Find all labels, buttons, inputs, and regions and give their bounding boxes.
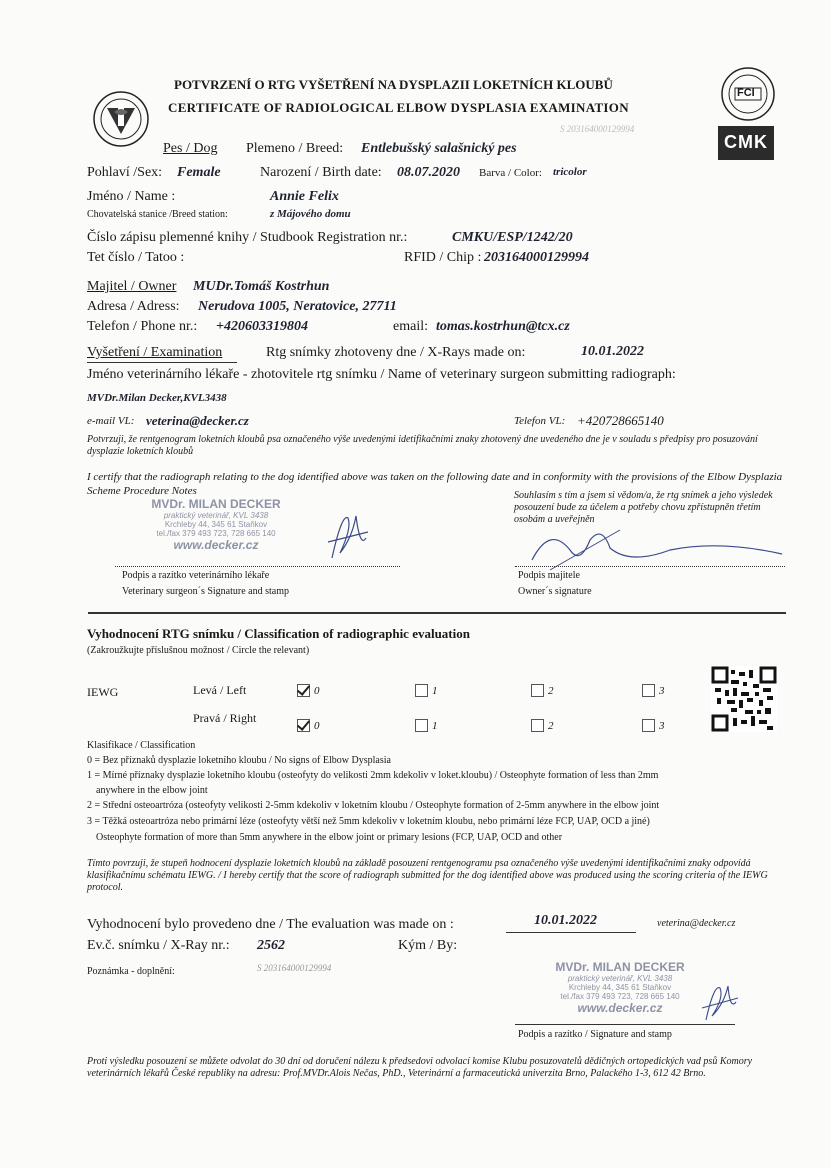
right-option-0-label: 0 xyxy=(314,720,320,732)
legend-title: Klasifikace / Classification xyxy=(87,740,196,751)
consent-text: Souhlasím s tím a jsem si vědom/a, že rtg snímek a jeho výsledek posouzení bude za účelem a potřeby chovu zpřístupněn třetím osobám a uveřejněn xyxy=(514,490,773,525)
birth-value: 08.07.2020 xyxy=(397,165,460,180)
studbook-label: Číslo zápisu plemenné knihy / Studbook Registration nr.: xyxy=(87,230,408,245)
eval-stamp-line3: tel./fax 379 493 723, 728 665 140 xyxy=(560,992,680,1001)
exam-section-label: Vyšetření / Examination xyxy=(87,345,223,360)
right-side-label: Pravá / Right xyxy=(193,711,257,725)
eval-email: veterina@decker.cz xyxy=(657,918,736,929)
eval-stamp-line2: Krchleby 44, 345 61 Staňkov xyxy=(568,983,672,992)
studbook-value: CMKU/ESP/1242/20 xyxy=(452,230,573,245)
dog-section-label: Pes / Dog xyxy=(163,141,218,156)
right-checkbox-3[interactable] xyxy=(642,719,655,732)
eval-stamp-name: MVDr. MILAN DECKER xyxy=(555,960,685,974)
classification-title: Vyhodnocení RTG snímku / Classification of radiographic evaluation xyxy=(87,626,470,641)
sex-value: Female xyxy=(177,165,221,180)
title-en: CERTIFICATE OF RADIOLOGICAL ELBOW DYSPLASIA EXAMINATION xyxy=(168,100,629,115)
station-value: z Májového domu xyxy=(270,208,351,220)
legend-1b: anywhere in the elbow joint xyxy=(96,785,208,796)
color-value: tricolor xyxy=(553,166,587,178)
left-option-2[interactable] xyxy=(531,681,554,699)
right-option-1[interactable] xyxy=(415,716,438,734)
eval-sig-label: Podpis a razítko / Signature and stamp xyxy=(518,1029,672,1040)
color-label: Barva / Color: xyxy=(479,167,542,179)
vet-signature xyxy=(322,508,372,568)
owner-section-label: Majitel / Owner xyxy=(87,279,177,294)
right-option-2-label: 2 xyxy=(548,720,554,732)
left-option-3[interactable] xyxy=(642,681,665,699)
qr-code xyxy=(711,666,777,732)
vet-email-label: e-mail VL: xyxy=(87,415,135,427)
left-checkbox-2[interactable] xyxy=(531,684,544,697)
fci-logo xyxy=(720,66,776,122)
tattoo-label: Tet číslo / Tatoo : xyxy=(87,250,185,265)
stamp-web: www.decker.cz xyxy=(173,538,259,552)
vet-stamp xyxy=(116,497,316,552)
xray-nr-label: Ev.č. snímku / X-Ray nr.: xyxy=(87,938,230,953)
note-value: S 203164000129994 xyxy=(257,963,332,973)
kvl-logo xyxy=(92,90,150,148)
owner-name: MUDr.Tomáš Kostrhun xyxy=(193,279,330,294)
stamp-line1: praktický veterinář, KVL 3438 xyxy=(163,511,269,520)
left-option-2-label: 2 xyxy=(548,685,554,697)
left-option-0-label: 0 xyxy=(314,685,320,697)
eval-stamp-web: www.decker.cz xyxy=(577,1001,663,1015)
address-label: Adresa / Adress: xyxy=(87,299,180,314)
by-label: Kým / By: xyxy=(398,938,458,953)
sex-label: Pohlaví /Sex: xyxy=(87,165,163,180)
appeal-footer: Proti výsledku posouzení se můžete odvolat do 30 dní od doručení nálezu k předsedovi odvolací komise Klubu posuzovatelů dědičných ortopedických vad psů Komory veterinárních lékařů České republiky na adresu: Prof.MVDr.Alois Nečas, PhD., Veterinární a farmaceutická univerzita Brno, Palackého 1-3, 612 42 Brno. xyxy=(87,1056,753,1079)
eval-stamp-line1: praktický veterinář, KVL 3438 xyxy=(567,974,673,983)
vet-sig-label-cz: Podpis a razítko veterinárního lékaře xyxy=(122,570,270,581)
right-checkbox-0[interactable] xyxy=(297,719,310,732)
chip-label: RFID / Chip : xyxy=(404,250,482,265)
station-label: Chovatelská stanice /Breed station: xyxy=(87,209,228,220)
right-option-0[interactable] xyxy=(297,716,320,734)
legend-3: 3 = Těžká osteoartróza nebo primární léze (osteofyty větší než 5mm kdekoliv v loketním kloubu, nebo primární léze FCP, UAP, OCD a jiné) xyxy=(87,816,650,827)
vet-phone-value: +420728665140 xyxy=(577,413,664,428)
breed-label: Plemeno / Breed: xyxy=(246,141,344,156)
legend-3b: Osteophyte formation of more than 5mm anywhere in the elbow joint or primary lesions (FCP, UAP, OCD and other xyxy=(96,832,563,843)
vet-sig-label-en: Veterinary surgeon´s Signature and stamp xyxy=(122,586,289,597)
left-option-3-label: 3 xyxy=(659,685,665,697)
title-cz: POTVRZENÍ O RTG VYŠETŘENÍ NA DYSPLAZII LOKETNÍCH KLOUBŮ xyxy=(174,77,613,92)
faint-chip-note: S 203164000129994 xyxy=(560,124,635,134)
left-checkbox-0[interactable] xyxy=(297,684,310,697)
note-label: Poznámka - doplnění: xyxy=(87,966,175,977)
cmk-logo xyxy=(718,126,774,160)
left-option-0[interactable] xyxy=(297,681,320,699)
eval-date-value: 10.01.2022 xyxy=(534,913,597,928)
stamp-line3: tel./fax 379 493 723, 728 665 140 xyxy=(156,529,276,538)
address-value: Nerudova 1005, Neratovice, 27711 xyxy=(198,299,397,314)
classification-subtitle: (Zakroužkujte příslušnou možnost / Circle the relevant) xyxy=(87,645,310,656)
left-checkbox-1[interactable] xyxy=(415,684,428,697)
stamp-line2: Krchleby 44, 345 61 Staňkov xyxy=(164,520,268,529)
right-option-2[interactable] xyxy=(531,716,554,734)
left-option-1[interactable] xyxy=(415,681,438,699)
left-option-1-label: 1 xyxy=(432,685,438,697)
eval-date-label: Vyhodnocení bylo provedeno dne / The evaluation was made on : xyxy=(87,917,454,932)
cmk-label: CMK xyxy=(724,132,768,152)
name-label: Jméno / Name : xyxy=(87,189,176,204)
eval-signature xyxy=(700,980,740,1025)
vet-signature-line xyxy=(115,566,400,567)
phone-value: +420603319804 xyxy=(216,319,308,334)
vet-name-label: Jméno veterinárního lékaře - zhotovitele rtg snímku / Name of veterinary surgeon submitting radiograph: xyxy=(87,367,676,382)
confirm-en: I certify that the radiograph relating to the dog identified above was taken on the following date and in conformity with the provisions of the Elbow Dysplazia Scheme Procedure Notes xyxy=(87,471,783,497)
stamp-name: MVDr. MILAN DECKER xyxy=(151,497,281,511)
name-value: Annie Felix xyxy=(270,189,339,204)
iewg-certify-text: Tímto povrzuji, že stupeň hodnocení dysplazie loketních kloubů na základě posouzení rentgenogramu psa označeného výše uvedenými identifikačními znaky odpovídá klasifikačnímu schématu IEWG. / I hereby certify that the score of radiograph submitted for the dog identified above was produced using the scoring criteria of the IEWG protocol. xyxy=(87,858,768,893)
xray-date-value: 10.01.2022 xyxy=(581,344,644,359)
fci-label: FCI xyxy=(737,87,755,99)
confirm-cz: Potvrzuji, že rentgenogram loketních kloubů psa označeného výše uvedenými idetifikačními znaky zhotovený dne uvedeného dne je v souladu s předpisy pro posuzování dysplazie loketních kloubů xyxy=(87,434,758,457)
email-value: tomas.kostrhun@tcx.cz xyxy=(436,319,570,334)
eval-date-underline xyxy=(506,932,636,933)
right-option-3[interactable] xyxy=(642,716,665,734)
legend-2: 2 = Střední osteoartróza (osteofyty velikosti 2-5mm kdekoliv v loketním kloubu / Osteophyte formation of 2-5mm anywhere in the elbow joint xyxy=(87,800,660,811)
xray-nr-value: 2562 xyxy=(257,938,285,953)
left-side-label: Levá / Left xyxy=(193,683,247,697)
vet-email-value: veterina@decker.cz xyxy=(146,413,249,428)
right-checkbox-1[interactable] xyxy=(415,719,428,732)
email-label: email: xyxy=(393,319,428,334)
section-divider xyxy=(88,612,786,614)
eval-sig-line xyxy=(515,1024,735,1025)
left-checkbox-3[interactable] xyxy=(642,684,655,697)
vet-name-value: MVDr.Milan Decker,KVL3438 xyxy=(87,392,227,404)
vet-phone-label: Telefon VL: xyxy=(514,415,566,427)
owner-sig-label-en: Owner´s signature xyxy=(518,586,592,597)
legend-0: 0 = Bez příznaků dysplazie loketního kloubu / No signs of Elbow Dysplasia xyxy=(87,755,391,766)
owner-sig-label-cz: Podpis majitele xyxy=(518,570,580,581)
phone-label: Telefon / Phone nr.: xyxy=(87,319,198,334)
chip-value: 203164000129994 xyxy=(484,250,589,265)
owner-signature-line xyxy=(515,566,785,567)
birth-label: Narození / Birth date: xyxy=(260,165,382,180)
exam-underline xyxy=(87,362,237,363)
right-option-1-label: 1 xyxy=(432,720,438,732)
right-checkbox-2[interactable] xyxy=(531,719,544,732)
eval-stamp xyxy=(520,960,720,1015)
iewg-label: IEWG xyxy=(87,685,119,699)
legend-1: 1 = Mírné příznaky dysplazie loketního kloubu (osteofyty do velikosti 2mm kdekoliv v loket.kloubu) / Osteophyte formation of less than 2mm xyxy=(87,770,659,781)
xray-date-label: Rtg snímky zhotoveny dne / X-Rays made on: xyxy=(266,345,526,360)
right-option-3-label: 3 xyxy=(659,720,665,732)
breed-value: Entlebušský salašnický pes xyxy=(361,141,517,156)
